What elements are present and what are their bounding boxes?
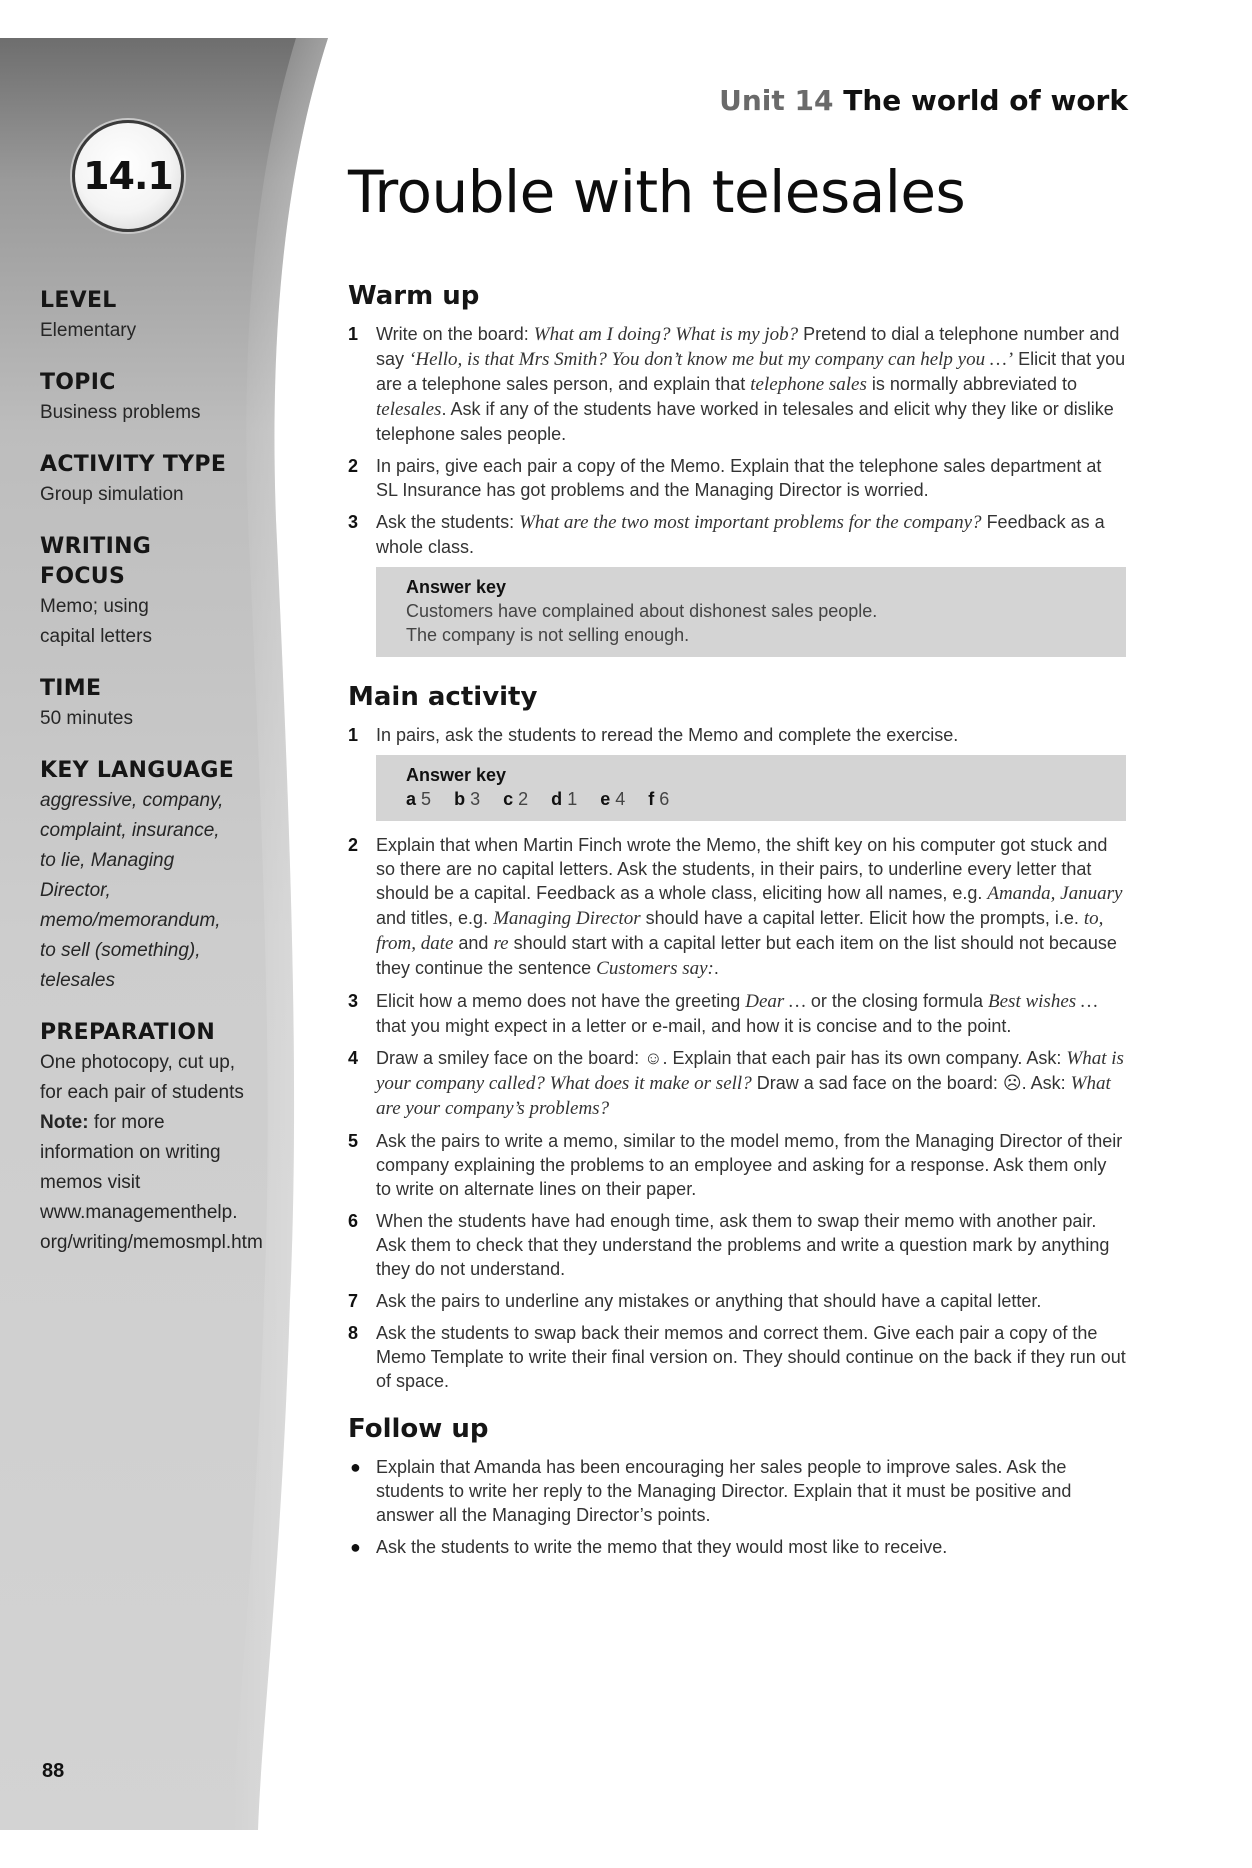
item-text: should start with a capital letter but each item on the list should not because they continue the sentence bbox=[376, 933, 1117, 978]
time-value: 50 minutes bbox=[40, 708, 133, 729]
writing-focus-value-1: Memo; using bbox=[40, 596, 149, 617]
answer-key-pairs bbox=[406, 787, 1096, 811]
topic-value: Business problems bbox=[40, 402, 201, 423]
item-italic: to, from, date bbox=[376, 908, 1104, 954]
topic-label: TOPIC bbox=[40, 370, 116, 395]
answer-number: 5 bbox=[421, 789, 432, 809]
answer-number: 3 bbox=[470, 789, 481, 809]
item-italic: ‘Hello, is that Mrs Smith? You don’t know me but my company can help you …’ bbox=[409, 349, 1014, 370]
answer-pair bbox=[454, 789, 480, 809]
item-text: Draw a smiley face on the board: ☺. Explain that each pair has its own company. Ask: bbox=[376, 1048, 1067, 1068]
note-label: Note: bbox=[40, 1112, 89, 1133]
bullet-icon: ● bbox=[350, 1457, 361, 1477]
item-text: or the closing formula bbox=[805, 991, 989, 1011]
key-language-line: complaint, insurance, bbox=[40, 820, 220, 841]
item-number: 8 bbox=[348, 1323, 359, 1343]
follow-up-item bbox=[348, 1535, 1126, 1559]
item-italic: What am I doing? What is my job? bbox=[533, 324, 799, 345]
main-item bbox=[348, 723, 1126, 747]
answer-key-line: Customers have complained about dishonest sales people. bbox=[406, 601, 878, 621]
activity-type-value: Group simulation bbox=[40, 484, 184, 505]
writing-focus-block bbox=[40, 532, 290, 652]
page-title: Trouble with telesales bbox=[348, 158, 966, 226]
answer-number: 4 bbox=[615, 789, 626, 809]
main-item bbox=[348, 1129, 1126, 1201]
preparation-line: for each pair of students bbox=[40, 1082, 244, 1103]
answer-pair bbox=[648, 789, 669, 809]
preparation-label: PREPARATION bbox=[40, 1020, 216, 1045]
item-text: Pretend to dial a telephone number and say bbox=[376, 324, 1120, 369]
item-number: 2 bbox=[348, 456, 359, 476]
main-item bbox=[348, 1321, 1126, 1393]
level-value: Elementary bbox=[40, 320, 137, 341]
warmup-item bbox=[348, 454, 1126, 502]
item-text: Write on the board: bbox=[376, 324, 534, 344]
item-italic: Dear … bbox=[745, 991, 806, 1012]
item-text: that you might expect in a letter or e-mail, and how it is concise and to the point. bbox=[376, 1016, 1012, 1036]
key-language-line: aggressive, company, bbox=[40, 790, 224, 811]
answer-letter: c bbox=[503, 789, 514, 809]
activity-type-label: ACTIVITY TYPE bbox=[40, 452, 227, 477]
key-language-line: to lie, Managing bbox=[40, 850, 175, 871]
item-text: Elicit that you are a telephone sales person, and explain that bbox=[376, 349, 1126, 394]
answer-key-line: The company is not selling enough. bbox=[406, 625, 690, 645]
item-text: Draw a sad face on the board: ☹. Ask: bbox=[751, 1073, 1071, 1093]
key-language-line: Director, bbox=[40, 880, 111, 901]
follow-up-item bbox=[348, 1455, 1126, 1527]
preparation-block bbox=[40, 1018, 290, 1258]
item-italic: What are your company’s problems? bbox=[376, 1073, 1111, 1119]
item-text: Ask the students to swap back their memos and correct them. Give each pair a copy of the Memo Template to write their final version on. They should continue on the back if they run out of space. bbox=[376, 1323, 1126, 1391]
answer-key-heading: Answer key bbox=[406, 577, 507, 597]
answer-letter: f bbox=[648, 789, 655, 809]
item-text: Explain that when Martin Finch wrote the Memo, the shift key on his computer got stuck and so there are no capital letters. Ask the students, in their pairs, to underline every letter that should be a capital. Feedback as a whole class, eliciting how all names, e.g. bbox=[376, 835, 1108, 903]
level-label: LEVEL bbox=[40, 288, 117, 313]
activity-type-block bbox=[40, 450, 290, 510]
answer-number: 2 bbox=[518, 789, 529, 809]
item-text: In pairs, ask the students to reread the Memo and complete the exercise. bbox=[376, 725, 959, 745]
key-language-line: memo/memorandum, bbox=[40, 910, 221, 931]
main-answer-key bbox=[376, 755, 1126, 821]
writing-focus-label-1: WRITING bbox=[40, 534, 152, 559]
writing-focus-value-2: capital letters bbox=[40, 626, 152, 647]
item-text: and titles, e.g. bbox=[376, 908, 494, 928]
item-italic: re bbox=[493, 933, 509, 954]
item-text: Ask the students to write the memo that they would most like to receive. bbox=[376, 1537, 948, 1557]
answer-pair bbox=[406, 789, 431, 809]
follow-up-heading: Follow up bbox=[348, 1414, 489, 1444]
writing-focus-label-2: FOCUS bbox=[40, 564, 126, 589]
main-item bbox=[348, 833, 1126, 981]
item-text: Elicit how a memo does not have the greeting bbox=[376, 991, 746, 1011]
item-text: Explain that Amanda has been encouraging her sales people to improve sales. Ask the students to write her reply to the Managing Director. Explain that it must be positive and answer all the Managing Director’s points. bbox=[376, 1457, 1072, 1525]
answer-pair bbox=[600, 789, 625, 809]
main-activity-heading: Main activity bbox=[348, 682, 538, 712]
item-italic: Customers say: bbox=[596, 958, 714, 979]
item-number: 3 bbox=[348, 512, 359, 532]
answer-pair bbox=[551, 789, 577, 809]
item-text: Ask the students: bbox=[376, 512, 520, 532]
answer-pair bbox=[503, 789, 528, 809]
warmup-answer-key bbox=[376, 567, 1126, 657]
item-number: 4 bbox=[348, 1048, 359, 1068]
item-italic: What are the two most important problems for the company? bbox=[519, 512, 982, 533]
key-language-line: telesales bbox=[40, 970, 115, 991]
answer-letter: b bbox=[454, 789, 466, 809]
item-number: 1 bbox=[348, 725, 359, 745]
answer-letter: a bbox=[406, 789, 417, 809]
item-number: 7 bbox=[348, 1291, 359, 1311]
item-italic: Amanda, January bbox=[987, 883, 1123, 904]
item-number: 2 bbox=[348, 835, 359, 855]
item-italic: telephone sales bbox=[750, 374, 867, 395]
item-text: Feedback as a whole class. bbox=[376, 512, 1105, 557]
key-language-block bbox=[40, 756, 290, 996]
answer-number: 6 bbox=[659, 789, 670, 809]
answer-number: 1 bbox=[567, 789, 578, 809]
unit-number: Unit 14 bbox=[719, 84, 834, 117]
page-number: 88 bbox=[42, 1760, 65, 1782]
unit-header bbox=[719, 84, 1128, 117]
item-number: 5 bbox=[348, 1131, 359, 1151]
item-number: 1 bbox=[348, 324, 359, 344]
item-number: 3 bbox=[348, 991, 359, 1011]
main-content bbox=[348, 278, 1126, 1567]
key-language-label: KEY LANGUAGE bbox=[40, 758, 235, 783]
main-item bbox=[348, 1209, 1126, 1281]
item-text: Ask the pairs to underline any mistakes or anything that should have a capital letter. bbox=[376, 1291, 1042, 1311]
sidebar-info bbox=[40, 286, 290, 1280]
main-item bbox=[348, 1046, 1126, 1121]
item-italic: What is your company called? What does it make or sell? bbox=[376, 1048, 1124, 1094]
item-text: and bbox=[453, 933, 494, 953]
item-text: . bbox=[713, 958, 719, 978]
item-text: . Ask if any of the students have worked in telesales and elicit why they like or dislike telephone sales people. bbox=[376, 399, 1114, 444]
warmup-item bbox=[348, 510, 1126, 559]
item-text: should have a capital letter. Elicit how the prompts, i.e. bbox=[640, 908, 1084, 928]
answer-key-heading: Answer key bbox=[406, 765, 507, 785]
main-item bbox=[348, 989, 1126, 1038]
item-italic: Managing Director bbox=[493, 908, 641, 929]
unit-title: The world of work bbox=[843, 84, 1128, 117]
time-label: TIME bbox=[40, 676, 102, 701]
preparation-line: One photocopy, cut up, bbox=[40, 1052, 236, 1073]
main-item bbox=[348, 1289, 1126, 1313]
note-link: org/writing/memosmpl.htm bbox=[40, 1232, 263, 1253]
note-line: information on writing bbox=[40, 1142, 221, 1163]
answer-letter: d bbox=[551, 789, 563, 809]
warmup-item bbox=[348, 322, 1126, 446]
key-language-line: to sell (something), bbox=[40, 940, 201, 961]
activity-number-badge bbox=[72, 120, 184, 232]
item-italic: Best wishes … bbox=[988, 991, 1098, 1012]
item-text: is normally abbreviated to bbox=[866, 374, 1077, 394]
time-block bbox=[40, 674, 290, 734]
topic-block bbox=[40, 368, 290, 428]
item-number: 6 bbox=[348, 1211, 359, 1231]
note-link: www.managementhelp. bbox=[40, 1202, 238, 1223]
warmup-heading: Warm up bbox=[348, 281, 480, 311]
note-line bbox=[40, 1108, 290, 1138]
activity-number: 14.1 bbox=[83, 154, 173, 198]
item-italic: telesales bbox=[376, 399, 442, 420]
level-block bbox=[40, 286, 290, 346]
bullet-icon: ● bbox=[350, 1537, 361, 1557]
answer-letter: e bbox=[600, 789, 611, 809]
note-line: memos visit bbox=[40, 1172, 141, 1193]
item-text: When the students have had enough time, ask them to swap their memo with another pair. Ask them to check that they understand the problems and write a question mark by anything they do not understand. bbox=[376, 1211, 1110, 1279]
item-text: Ask the pairs to write a memo, similar to the model memo, from the Managing Director of their company explaining the problems to an employee and asking for a response. Ask them only to write on alternate lines on their paper. bbox=[376, 1131, 1123, 1199]
note-text: for more bbox=[88, 1112, 165, 1133]
item-text: In pairs, give each pair a copy of the Memo. Explain that the telephone sales department at SL Insurance has got problems and the Managing Director is worried. bbox=[376, 456, 1102, 500]
